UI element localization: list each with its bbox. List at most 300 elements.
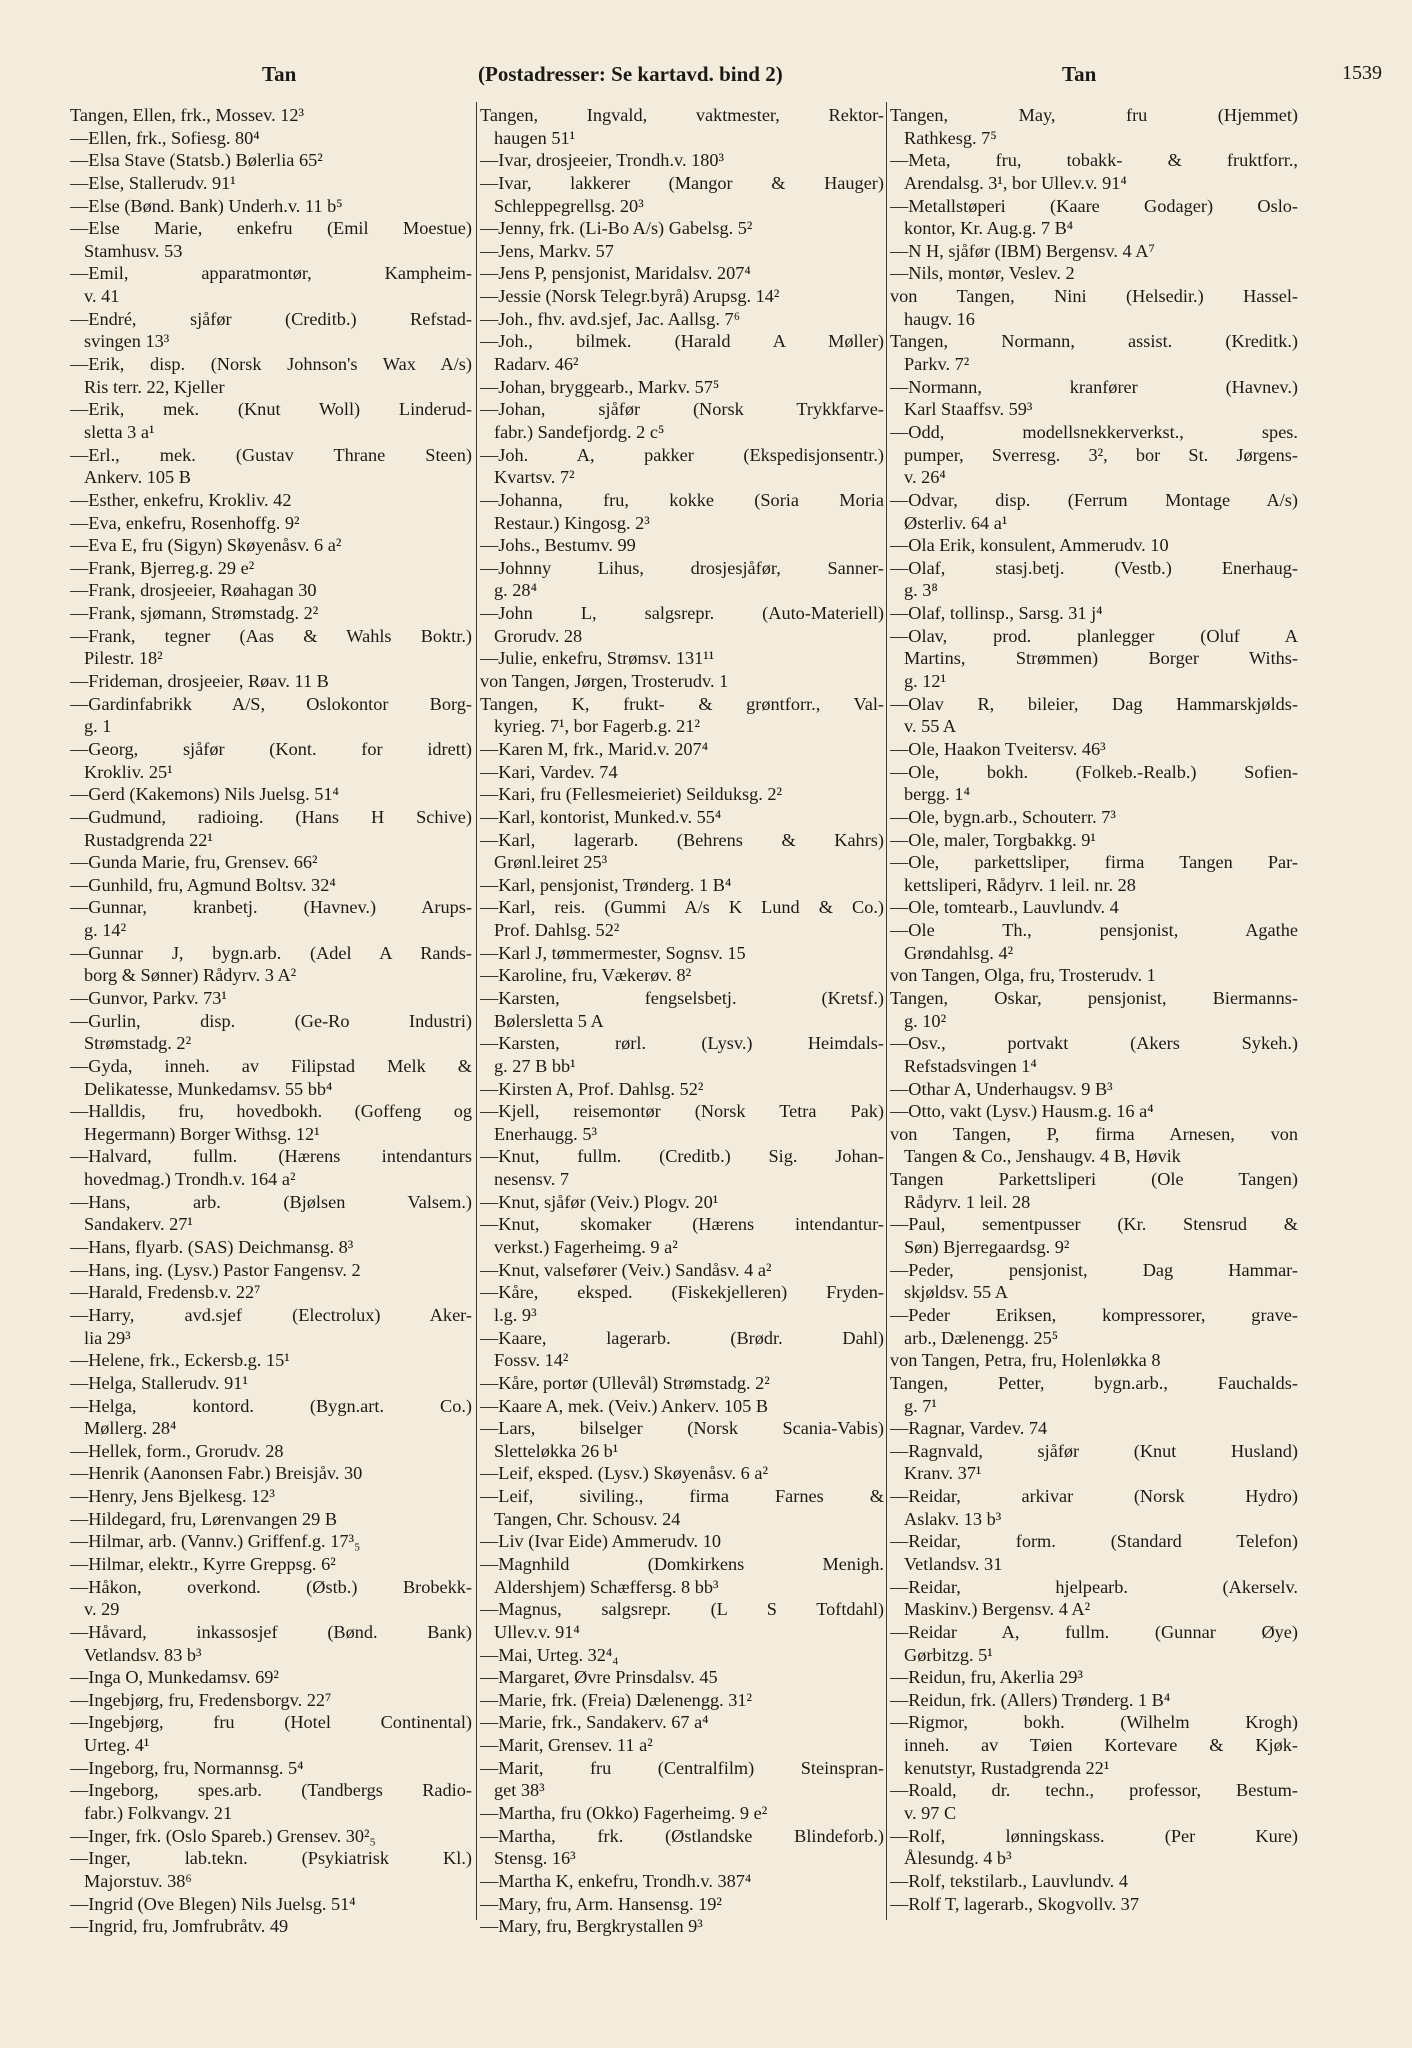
entry-line: —John L, salgsrepr. (Auto-Materiell) [480,603,884,624]
column-divider [476,102,477,1920]
page-number: 1539 [1342,62,1382,84]
entry-line: —Joh., bilmek. (Harald A Møller) [480,331,884,352]
entry-line: —Kirsten A, Prof. Dahlsg. 52² [480,1078,704,1099]
directory-entry [480,308,884,331]
entry-line: —Ragnvald, sjåfør (Knut Husland) [890,1440,1298,1461]
entry-line: —Karl, reis. (Gummi A/s K Lund & Co.) [480,897,884,918]
entry-continuation-line: lia 29³ [84,1327,131,1348]
directory-entry [890,240,1298,263]
directory-entry [480,987,884,1032]
entry-continuation-line: fabr.) Folkvangv. 21 [84,1803,233,1824]
entry-line: —Gyda, inneh. av Filipstad Melk & [70,1055,472,1076]
entry-continuation-line: Rathkesg. 7⁵ [904,127,997,148]
entry-line: —Martha K, enkefru, Trondh.v. 387⁴ [480,1870,752,1891]
entry-continuation-line: Parkv. 7² [904,354,970,375]
entry-line: —Ivar, drosjeeier, Trondh.v. 180³ [480,150,725,171]
directory-entry [890,376,1298,421]
directory-entry [890,1530,1298,1575]
entry-continuation-line: Ris terr. 22, Kjeller [84,376,225,397]
entry-continuation-line: v. 41 [84,286,120,307]
entry-line: —Ole, maler, Torgbakkg. 9¹ [890,829,1096,850]
directory-entry [480,1757,884,1802]
entry-line: —Gurlin, disp. (Ge-Ro Industri) [70,1010,472,1031]
directory-entry [890,1417,1298,1440]
entry-continuation-line: Tangen & Co., Jenshaugv. 4 B, Høvik [904,1146,1181,1167]
entry-line: —Martha, fru (Okko) Fagerheimg. 9 e² [480,1803,768,1824]
entry-continuation-line: v. 97 C [904,1803,957,1824]
directory-entry [70,1349,472,1372]
directory-entry [70,308,472,353]
directory-entry [70,217,472,262]
entry-continuation-line: Arendalsg. 3¹, bor Ullev.v. 91⁴ [904,172,1127,193]
entry-line: —Harry, avd.sjef (Electrolux) Aker- [70,1304,472,1325]
entry-line: —Rolf, tekstilarb., Lauvlundv. 4 [890,1870,1128,1891]
entry-line: —Gardinfabrikk A/S, Oslokontor Borg- [70,693,472,714]
directory-entry [70,534,472,557]
entry-continuation-line: g. 12¹ [904,671,947,692]
running-head-left: Tan [262,62,297,86]
entry-continuation-line: v. 26⁴ [904,467,946,488]
directory-entry [70,851,472,874]
entry-line: —Jens, Markv. 57 [480,240,614,261]
entry-line: —Nils, montør, Veslev. 2 [890,263,1075,284]
entry-line: —Johnny Lihus, drosjesjåfør, Sanner- [480,557,884,578]
entry-continuation-line: nesensv. 7 [494,1169,569,1190]
directory-entry [70,1576,472,1621]
entry-line: —Kari, Vardev. 74 [480,761,618,782]
entry-line: —Georg, sjåfør (Kont. for idrett) [70,738,472,759]
directory-column-1 [70,104,472,2024]
directory-entry [70,1191,472,1236]
entry-line: —Else, Stallerudv. 91¹ [70,172,236,193]
directory-entry [480,1825,884,1870]
entry-line: Tangen, Ellen, frk., Mossev. 12³ [70,105,305,125]
directory-entry [70,1893,472,1916]
entry-line: Tangen, May, fru (Hjemmet) [890,105,1298,125]
directory-entry [480,1281,884,1326]
entry-line: —Olaf, tollinsp., Sarsg. 31 j⁴ [890,603,1103,624]
directory-entry [70,942,472,987]
directory-entry [70,1553,472,1576]
entry-line: —Ole, tomtearb., Lauvlundv. 4 [890,897,1119,918]
entry-line: —Lars, bilselger (Norsk Scania-Vabis) [480,1418,884,1439]
directory-entry [70,602,472,625]
entry-continuation-line: Østerliv. 64 a¹ [904,512,1008,533]
directory-entry [70,512,472,535]
entry-line: —Karl, kontorist, Munked.v. 55⁴ [480,806,722,827]
entry-line: —Marit, fru (Centralfilm) Steinspran- [480,1757,884,1778]
entry-line: —Metallstøperi (Kaare Godager) Oslo- [890,195,1298,216]
directory-entry [890,1259,1298,1304]
directory-entry [890,602,1298,625]
entry-line: —Helene, frk., Eckersb.g. 15¹ [70,1350,290,1371]
entry-line: —Liv (Ivar Eide) Ammerudv. 10 [480,1531,721,1552]
entry-line: —Olav R, bileier, Dag Hammarskjølds- [890,693,1298,714]
directory-entry [480,602,884,647]
entry-continuation-line: Vetlandsv. 31 [904,1554,1003,1574]
entry-line: —Marit, Grensev. 11 a² [480,1735,653,1756]
directory-entry [70,738,472,783]
entry-line: —Knut, sjåfør (Veiv.) Plogv. 20¹ [480,1191,719,1212]
directory-entry [890,693,1298,738]
entry-line: —Gunnar J, bygn.arb. (Adel A Rands- [70,942,472,963]
entry-line: —Hellek, form., Grorudv. 28 [70,1440,284,1461]
directory-entry [480,1191,884,1214]
directory-column-3 [890,104,1298,2024]
entry-line: —Kaare A, mek. (Veiv.) Ankerv. 105 B [480,1395,769,1416]
directory-entry [70,1372,472,1395]
entry-line: —Knut, fullm. (Creditb.) Sig. Johan- [480,1146,884,1167]
directory-entry [480,1078,884,1101]
entry-line: —Karl, lagerarb. (Behrens & Kahrs) [480,829,884,850]
entry-continuation-line: Ullev.v. 91⁴ [494,1621,580,1642]
entry-line: —Kåre, portør (Ullevål) Strømstadg. 2² [480,1372,770,1393]
entry-line: —Hans, arb. (Bjølsen Valsem.) [70,1191,472,1212]
directory-entry [70,783,472,806]
entry-continuation-line: Gørbitzg. 5¹ [904,1644,993,1665]
directory-entry [480,1915,884,1938]
entry-continuation-line: Kranv. 37¹ [904,1463,982,1484]
directory-entry [480,557,884,602]
entry-line: —Johs., Bestumv. 99 [480,535,636,556]
entry-line: —Else (Bønd. Bank) Underh.v. 11 b⁵ [70,195,343,216]
entry-line: —Knut, skomaker (Hærens intendantur- [480,1214,884,1235]
directory-entry [480,874,884,897]
entry-continuation-line: kettsliperi, Rådyrv. 1 leil. nr. 28 [904,874,1136,895]
directory-entry [480,172,884,217]
directory-entry [480,1553,884,1598]
entry-continuation-line: Kvartsv. 7² [494,467,575,488]
directory-entry [480,1145,884,1190]
entry-continuation-line: Stensg. 16³ [494,1848,576,1869]
entry-line: —Leif, eksped. (Lysv.) Skøyenåsv. 6 a² [480,1463,768,1484]
entry-continuation-line: g. 1 [84,716,112,737]
directory-entry [890,1893,1298,1916]
entry-continuation-line: Refstadsvingen 1⁴ [904,1055,1037,1076]
directory-entry [890,806,1298,829]
entry-continuation-line: verkst.) Fagerheimg. 9 a² [494,1237,678,1258]
directory-entry [890,829,1298,852]
directory-entry [480,1100,884,1145]
entry-line: —Frank, Bjerreg.g. 29 e² [70,557,255,578]
entry-line: —Ingrid (Ove Blegen) Nils Juelsg. 51⁴ [70,1893,356,1914]
entry-continuation-line: kenutstyr, Rustadgrenda 22¹ [904,1757,1110,1778]
directory-entry [70,557,472,580]
entry-continuation-line: bergg. 1⁴ [904,784,970,805]
entry-continuation-line: Bølersletta 5 A [494,1010,604,1031]
entry-line: —Joh., fhv. avd.sjef, Jac. Aallsg. 7⁶ [480,308,741,329]
directory-entry [480,1689,884,1712]
directory-entry [480,1802,884,1825]
directory-entry [890,557,1298,602]
directory-entry [890,1666,1298,1689]
entry-continuation-line: Grorudv. 28 [494,625,583,646]
directory-entry [70,353,472,398]
directory-entry [480,1530,884,1553]
entry-line: —Karl, pensjonist, Trønderg. 1 B⁴ [480,874,732,895]
directory-entry [70,1281,472,1304]
directory-entry [890,1870,1298,1893]
directory-entry [890,987,1298,1032]
directory-entry [70,1395,472,1440]
entry-line: —Erl., mek. (Gustav Thrane Steen) [70,444,472,465]
entry-continuation-line: Karl Staaffsv. 59³ [904,399,1033,420]
directory-entry [70,1440,472,1463]
entry-continuation-line: Urteg. 4¹ [84,1735,150,1756]
directory-entry [480,1893,884,1916]
entry-line: —Normann, kranfører (Havnev.) [890,376,1298,397]
directory-entry [480,783,884,806]
entry-continuation-line: haugv. 16 [904,308,975,329]
entry-line: —Ingeborg, fru, Normannsg. 5⁴ [70,1757,304,1778]
directory-entry [480,444,884,489]
directory-entry [480,1462,884,1485]
directory-entry [70,987,472,1010]
directory-entry [890,964,1298,987]
directory-entry [890,1213,1298,1258]
entry-line: —Håkon, overkond. (Østb.) Brobekk- [70,1576,472,1597]
directory-entry [480,1870,884,1893]
entry-continuation-line: g. 28⁴ [494,580,537,601]
entry-line: Tangen, Ingvald, vaktmester, Rektor- [480,105,884,125]
directory-entry [480,829,884,874]
directory-entry [480,1327,884,1372]
directory-entry [70,1010,472,1055]
directory-entry [70,398,472,443]
entry-line: —Johanna, fru, kokke (Soria Moria [480,489,884,510]
entry-line: —Leif, siviling., firma Farnes & [480,1486,884,1507]
entry-line: —Magnhild (Domkirkens Menigh. [480,1554,884,1574]
entry-continuation-line: Aslakv. 13 b³ [904,1508,1002,1529]
entry-continuation-line: inneh. av Tøien Kortevare & Kjøk- [904,1735,1298,1756]
entry-line: —Ole, bygn.arb., Schouterr. 7³ [890,806,1116,827]
entry-line: —Henry, Jens Bjelkesg. 12³ [70,1486,275,1507]
directory-entry [890,262,1298,285]
directory-entry [70,1236,472,1259]
entry-line: —Reidar A, fullm. (Gunnar Øye) [890,1621,1298,1642]
entry-continuation-line: get 38³ [494,1780,545,1801]
directory-entry [480,738,884,761]
directory-entry [70,1145,472,1190]
directory-entry [480,285,884,308]
directory-entry [890,1349,1298,1372]
directory-entry [480,806,884,829]
entry-line: —Frideman, drosjeeier, Røav. 11 B [70,671,329,692]
entry-continuation-line: v. 29 [84,1599,120,1620]
directory-entry [480,1734,884,1757]
entry-line: —Hans, ing. (Lysv.) Pastor Fangensv. 2 [70,1259,361,1280]
directory-entry [70,1915,472,1938]
entry-line: —Eva E, fru (Sigyn) Skøyenåsv. 6 a² [70,535,342,556]
entry-continuation-line: Martins, Strømmen) Borger Withs- [904,648,1298,669]
directory-entry [70,579,472,602]
entry-line: —Esther, enkefru, Krokliv. 42 [70,489,292,510]
entry-line: —Ingebjørg, fru (Hotel Continental) [70,1712,472,1733]
entry-line: —Odvar, disp. (Ferrum Montage A/s) [890,489,1298,510]
directory-entry [70,1530,472,1553]
directory-entry [480,534,884,557]
entry-continuation-line: Hegermann) Borger Withsg. 12¹ [84,1123,320,1144]
entry-line: —Magnus, salgsrepr. (L S Toftdahl) [480,1599,884,1620]
directory-entry [70,444,472,489]
entry-line: —Hans, flyarb. (SAS) Deichmansg. 8³ [70,1237,354,1258]
entry-line: —Joh. A, pakker (Ekspedisjonsentr.) [480,444,884,465]
entry-continuation-line: Pilestr. 18² [84,648,163,669]
entry-line: —Otto, vakt (Lysv.) Hausm.g. 16 a⁴ [890,1101,1154,1122]
entry-line: —Frank, drosjeeier, Røahagan 30 [70,580,317,601]
entry-line: —Hilmar, elektr., Kyrre Greppsg. 6² [70,1554,336,1574]
entry-continuation-line: Sandakerv. 27¹ [84,1214,193,1235]
entry-continuation-line: Grønl.leiret 25³ [494,852,608,873]
directory-entry [890,1485,1298,1530]
entry-line: —Karsten, rørl. (Lysv.) Heimdals- [480,1033,884,1054]
entry-line: —Frank, sjømann, Strømstadg. 2² [70,603,319,624]
entry-line: —Inga O, Munkedamsv. 69² [70,1667,279,1688]
entry-line: —Kjell, reisemontør (Norsk Tetra Pak) [480,1101,884,1122]
entry-line: —Reidun, fru, Akerlia 29³ [890,1667,1083,1688]
directory-entry [70,1485,472,1508]
directory-entry [890,1621,1298,1666]
directory-entry [480,217,884,240]
directory-entry [480,262,884,285]
directory-entry [890,1825,1298,1870]
directory-entry [480,1644,884,1667]
directory-entry [480,670,884,693]
entry-line: —Reidar, form. (Standard Telefon) [890,1531,1298,1552]
directory-entry [480,1598,884,1643]
entry-line: —Håvard, inkassosjef (Bønd. Bank) [70,1621,472,1642]
entry-continuation-line: Ålesundg. 4 b³ [904,1848,1012,1869]
directory-entry [70,489,472,512]
directory-entry [480,693,884,738]
directory-entry [890,761,1298,806]
entry-line: —Reidun, frk. (Allers) Trønderg. 1 B⁴ [890,1689,1171,1710]
entry-continuation-line: kyrieg. 7¹, bor Fagerb.g. 21² [494,716,700,737]
directory-entry [890,1576,1298,1621]
directory-entry [890,625,1298,693]
directory-entry [70,1779,472,1824]
entry-continuation-line: Delikatesse, Munkedamsv. 55 bb⁴ [84,1078,333,1099]
entry-line: —Mary, fru, Bergkrystallen 9³ [480,1916,703,1937]
entry-line: Tangen, K, frukt- & grøntforr., Val- [480,693,884,714]
directory-entry [890,1440,1298,1485]
entry-line: —Ragnar, Vardev. 74 [890,1418,1048,1439]
directory-entry [890,1100,1298,1123]
entry-line: —Olav, prod. planlegger (Oluf A [890,625,1298,646]
entry-line: —Johan, bryggearb., Markv. 57⁵ [480,376,720,397]
entry-line: —Gunvor, Parkv. 73¹ [70,987,227,1008]
entry-line: —Halldis, fru, hovedbokh. (Goffeng og [70,1101,472,1122]
directory-entry [890,1304,1298,1349]
entry-line: —Margaret, Øvre Prinsdalsv. 45 [480,1667,718,1688]
directory-entry [890,1711,1298,1779]
entry-continuation-line: Rådyrv. 1 leil. 28 [904,1191,1031,1212]
directory-entry [480,942,884,965]
directory-entry [890,1372,1298,1417]
directory-entry [890,919,1298,964]
entry-line: —Endré, sjåfør (Creditb.) Refstad- [70,308,472,329]
directory-entry [890,1779,1298,1824]
entry-line: —Ole, Haakon Tveitersv. 46³ [890,738,1106,759]
directory-entry [70,806,472,851]
entry-line: —Ole, parkettsliper, firma Tangen Par- [890,852,1298,873]
directory-entry [890,1032,1298,1077]
directory-entry [70,1711,472,1756]
directory-entry [890,104,1298,149]
directory-entry [70,670,472,693]
entry-line: —Rigmor, bokh. (Wilhelm Krogh) [890,1712,1298,1733]
entry-line: —Julie, enkefru, Strømsv. 131¹¹ [480,648,715,669]
directory-entry [480,647,884,670]
directory-entry [70,1462,472,1485]
entry-line: Tangen Parkettsliperi (Ole Tangen) [890,1169,1298,1190]
entry-continuation-line: Krokliv. 25¹ [84,761,173,782]
entry-continuation-line: pumper, Sverresg. 3², bor St. Jørgens- [904,444,1298,465]
directory-entry [70,104,472,127]
entry-continuation-line: Stamhusv. 53 [84,240,183,261]
entry-continuation-line: Søn) Bjerregaardsg. 9² [904,1237,1070,1258]
entry-line: —Hilmar, arb. (Vannv.) Griffenf.g. 17³₅ [70,1531,361,1552]
directory-entry [70,874,472,897]
entry-line: —Inger, lab.tekn. (Psykiatrisk Kl.) [70,1848,472,1869]
directory-entry [890,851,1298,896]
entry-line: —Erik, disp. (Norsk Johnson's Wax A/s) [70,354,472,375]
directory-entry [70,149,472,172]
directory-entry [70,1100,472,1145]
page-header [0,62,1412,94]
entry-continuation-line: Grøndahlsg. 4² [904,942,1014,963]
entry-line: —Inger, frk. (Oslo Spareb.) Grensev. 30²₅ [70,1825,376,1846]
entry-continuation-line: kontor, Kr. Aug.g. 7 B⁴ [904,218,1074,239]
directory-entry [70,172,472,195]
entry-line: —Peder, pensjonist, Dag Hammar- [890,1259,1298,1280]
entry-line: von Tangen, Olga, fru, Trosterudv. 1 [890,965,1156,986]
entry-continuation-line: Møllerg. 28⁴ [84,1418,177,1439]
entry-line: —Kari, fru (Fellesmeieriet) Seilduksg. 2² [480,784,782,805]
directory-entry [70,1825,472,1848]
directory-entry [70,1666,472,1689]
directory-entry [480,398,884,443]
entry-continuation-line: v. 55 A [904,716,957,737]
entry-continuation-line: Maskinv.) Bergensv. 4 A² [904,1599,1091,1620]
directory-entry [70,693,472,738]
entry-line: —Marie, frk. (Freia) Dælenengg. 31² [480,1689,753,1710]
directory-entry [890,195,1298,240]
entry-line: —Ingrid, fru, Jomfrubråtv. 49 [70,1916,289,1937]
entry-line: —Osv., portvakt (Akers Sykeh.) [890,1033,1298,1054]
entry-line: —Henrik (Aanonsen Fabr.) Breisjåv. 30 [70,1463,363,1484]
entry-continuation-line: Tangen, Chr. Schousv. 24 [494,1508,681,1529]
directory-entry [890,1168,1298,1213]
entry-line: —Reidar, hjelpearb. (Akerselv. [890,1576,1298,1597]
entry-line: —Karoline, fru, Vækerøv. 8² [480,965,692,986]
entry-line: —Ellen, frk., Sofiesg. 80⁴ [70,127,260,148]
entry-continuation-line: Vetlandsv. 83 b³ [84,1644,202,1665]
entry-line: —Frank, tegner (Aas & Wahls Boktr.) [70,625,472,646]
entry-line: —Mai, Urteg. 32⁴₄ [480,1644,619,1665]
directory-entry [480,1485,884,1530]
directory-entry [480,1032,884,1077]
directory-entry [70,1508,472,1531]
entry-line: —Odd, modellsnekkerverkst., spes. [890,421,1298,442]
column-divider [886,102,887,1920]
directory-entry [890,489,1298,534]
entry-line: —Ingebjørg, fru, Fredensborgv. 22⁷ [70,1689,332,1710]
directory-entry [480,1711,884,1734]
directory-entry [480,1372,884,1395]
entry-continuation-line: Rustadgrenda 22¹ [84,829,213,850]
entry-continuation-line: Ankerv. 105 B [84,467,191,488]
